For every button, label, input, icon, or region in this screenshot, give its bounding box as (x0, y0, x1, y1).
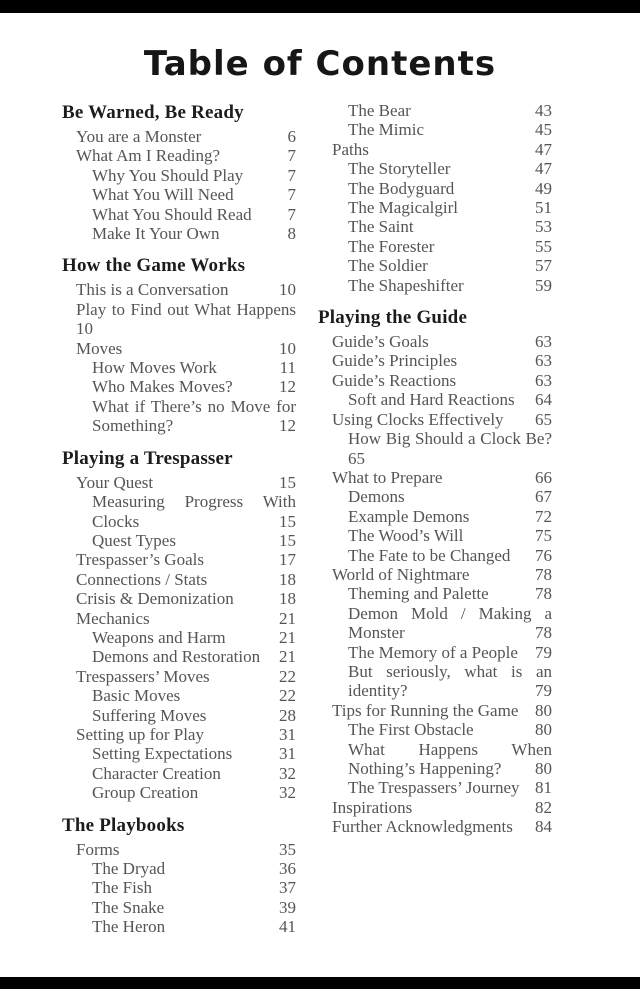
toc-entry-page: 41 (279, 917, 296, 937)
toc-entry (62, 917, 296, 936)
toc-entry-line (92, 416, 296, 435)
toc-entry-page: 63 (535, 351, 552, 371)
toc-entry-label: The Bodyguard (348, 178, 455, 198)
toc-entry-page: 21 (279, 608, 296, 628)
toc-entry-line (92, 783, 296, 802)
toc-entry-label: What You Will Need (92, 185, 234, 205)
toc-entry-page: 7 (287, 146, 296, 166)
toc-entry-page: 47 (535, 159, 552, 179)
toc-entry-line (76, 339, 296, 358)
toc-entry-label: Using Clocks Effectively (332, 409, 504, 429)
toc-entry-line: Measuring Progress With (92, 492, 296, 512)
toc-entry-line (76, 146, 296, 165)
toc-entry (62, 550, 296, 569)
toc-entry-line (348, 546, 552, 565)
toc-entry-line (348, 159, 552, 178)
toc-entry-label: World of Nightmare (332, 564, 470, 584)
toc-entry (318, 237, 552, 256)
toc-entry-label: Guide’s Reactions (332, 370, 457, 390)
toc-entry-label: Setting up for Play (76, 724, 204, 744)
toc-entry-page: 21 (279, 627, 296, 647)
toc-entry (62, 589, 296, 608)
toc-entry-line (76, 725, 296, 744)
toc-entry-line (92, 358, 296, 377)
toc-entry-line (348, 179, 552, 198)
toc-entry-label: Trespassers’ Moves (76, 666, 210, 686)
toc-entry-page: 57 (535, 256, 552, 276)
toc-entry-label: Trespasser’s Goals (76, 550, 204, 570)
toc-entry-label: The Fate to be Changed (348, 545, 511, 565)
toc-entry-page: 66 (535, 467, 552, 487)
toc-entry-line (92, 898, 296, 917)
toc-entry-page: 37 (279, 878, 296, 898)
toc-entry-label: Basic Moves (92, 686, 181, 706)
toc-entry-label: Crisis & Demonization (76, 589, 234, 609)
toc-entry-page: 51 (535, 198, 552, 218)
section-heading: The Playbooks (62, 814, 185, 836)
toc-entry (318, 429, 552, 468)
toc-entry (62, 377, 296, 396)
toc-entry (318, 798, 552, 817)
toc-entry-line (92, 744, 296, 763)
toc-entry-page: 7 (287, 165, 296, 185)
toc-entry-page: 80 (535, 759, 552, 778)
toc-entry-line (348, 526, 552, 545)
toc-entry-label: Paths (332, 139, 369, 159)
toc-entry-line (332, 410, 552, 429)
toc-entry-line (332, 565, 552, 584)
toc-entry-label: Demons (348, 487, 405, 507)
toc-entry-line (348, 720, 552, 739)
toc-entry-line (92, 686, 296, 705)
toc-entry-line (332, 468, 552, 487)
toc-entry-label: Something? (92, 416, 174, 436)
toc-entry (318, 584, 552, 603)
toc-entry (62, 185, 296, 204)
toc-entry-label: Connections / Stats (76, 569, 208, 589)
toc-entry-label: The Magicalgirl (348, 198, 458, 218)
toc-entry-label: The Soldier (348, 256, 428, 276)
toc-entry-line: What Happens When (348, 739, 552, 759)
toc-entry-line: But seriously, what is an (348, 661, 552, 681)
toc-entry (318, 140, 552, 159)
toc-entry (318, 778, 552, 797)
toc-entry-label: Guide’s Principles (332, 351, 458, 371)
toc-entry-page: 63 (535, 332, 552, 352)
toc-entry-page: 18 (279, 589, 296, 609)
section-heading: How the Game Works (62, 255, 246, 277)
toc-entry (62, 859, 296, 878)
toc-entry-page: 84 (535, 817, 552, 837)
toc-entry-line (348, 487, 552, 506)
toc-entry-page: 65 (535, 409, 552, 429)
toc-entry-page: 67 (535, 487, 552, 507)
toc-entry-page: 12 (279, 416, 296, 436)
toc-entry (62, 783, 296, 802)
toc-entry-line (348, 507, 552, 526)
toc-entry-label: Clocks (92, 511, 140, 531)
toc-entry-page: 21 (279, 647, 296, 667)
toc-entry (318, 179, 552, 198)
toc-entry-label: Moves (76, 338, 123, 358)
toc-entry-label: Further Acknowledgments (332, 817, 513, 837)
toc-entry-line (76, 840, 296, 859)
toc-entry-line (76, 473, 296, 492)
toc-entry (62, 686, 296, 705)
toc-entry-label: Forms (76, 839, 120, 859)
toc-entry-line (348, 120, 552, 139)
top-letterbox-bar (0, 0, 640, 13)
toc-entry-line (92, 531, 296, 550)
toc-entry-label: Mechanics (76, 608, 150, 628)
toc-entry-page: 80 (535, 700, 552, 720)
toc-entry-label: The Bear (348, 101, 411, 120)
section-heading: Playing a Trespasser (62, 447, 233, 469)
toc-entry-page: 22 (279, 686, 296, 706)
toc-entry (318, 468, 552, 487)
toc-entry-line (332, 140, 552, 159)
toc-entry-label: Inspirations (332, 797, 413, 817)
toc-entry-label: The Storyteller (348, 159, 451, 179)
toc-entry-line: 65 (348, 448, 365, 468)
toc-entry-label: Why You Should Play (92, 165, 244, 185)
toc-entry-label: The Shapeshifter (348, 275, 464, 295)
toc-entry-page: 35 (279, 839, 296, 859)
toc-entry (318, 276, 552, 295)
toc-entry-page: 7 (287, 204, 296, 224)
toc-entry-label: The Fish (92, 878, 152, 898)
toc-entry-line (92, 166, 296, 185)
toc-entry-line (92, 224, 296, 243)
toc-entry-label: Theming and Palette (348, 584, 489, 604)
toc-entry-line (92, 764, 296, 783)
toc-entry-label: The Wood’s Will (348, 526, 464, 546)
toc-entry-page: 18 (279, 569, 296, 589)
toc-entry-line: 10 (76, 319, 93, 339)
toc-entry-line (332, 332, 552, 351)
toc-entry (318, 740, 552, 779)
toc-entry-page: 43 (535, 101, 552, 120)
toc-entry-page: 10 (279, 280, 296, 300)
toc-entry-page: 32 (279, 783, 296, 803)
toc-entry-page: 28 (279, 705, 296, 725)
toc-entry-page: 17 (279, 550, 296, 570)
toc-entry-page: 80 (535, 720, 552, 740)
toc-entry-page: 39 (279, 897, 296, 917)
toc-entry (62, 725, 296, 744)
toc-entry-page: 8 (287, 224, 296, 244)
toc-entry-label: What to Prepare (332, 467, 443, 487)
toc-entry (318, 720, 552, 739)
toc-entry-label: Character Creation (92, 763, 221, 783)
toc-entry (318, 351, 552, 370)
toc-entry (62, 647, 296, 666)
toc-entry-line (348, 256, 552, 275)
toc-entry-line (76, 127, 296, 146)
toc-entry-label: Nothing’s Happening? (348, 759, 502, 778)
toc-entry-line (76, 589, 296, 608)
toc-entry-line (348, 643, 552, 662)
toc-entry (62, 339, 296, 358)
toc-entry-line (348, 584, 552, 603)
toc-entry (62, 840, 296, 859)
toc-entry-page: 64 (535, 390, 552, 410)
toc-entry (318, 701, 552, 720)
toc-entry-line (76, 550, 296, 569)
toc-entry (318, 101, 552, 120)
toc-entry (62, 146, 296, 165)
toc-entry (62, 570, 296, 589)
toc-entry-label: The Forester (348, 236, 435, 256)
toc-entry-line (348, 623, 552, 642)
toc-entry (62, 205, 296, 224)
toc-entry-line (92, 185, 296, 204)
toc-entry-line (92, 377, 296, 396)
toc-entry-page: 82 (535, 797, 552, 817)
toc-entry-label: identity? (348, 681, 408, 701)
toc-entry-page: 15 (279, 530, 296, 550)
toc-entry-line (92, 512, 296, 531)
toc-entry-label: How Moves Work (92, 358, 217, 378)
toc-entry (318, 643, 552, 662)
toc-entry-page: 78 (535, 584, 552, 604)
toc-entry-page: 15 (279, 472, 296, 492)
toc-entry-line (76, 667, 296, 686)
toc-entry-label: The Dryad (92, 859, 166, 878)
toc-entry (318, 817, 552, 836)
toc-entry-line (92, 917, 296, 936)
toc-entry-label: The Trespassers’ Journey (348, 778, 520, 798)
toc-column-left (62, 101, 296, 937)
toc-entry-page: 55 (535, 236, 552, 256)
toc-entry-line (92, 859, 296, 878)
toc-entry (62, 706, 296, 725)
toc-entry-label: The First Obstacle (348, 720, 474, 740)
toc-entry (62, 473, 296, 492)
toc-entry-page: 10 (279, 338, 296, 358)
toc-entry-line (92, 878, 296, 897)
toc-entry-line (348, 198, 552, 217)
toc-entry-line (348, 101, 552, 120)
toc-entry-line (348, 276, 552, 295)
section-heading: Be Warned, Be Ready (62, 102, 244, 123)
toc-entry-label: Tips for Running the Game (332, 700, 519, 720)
toc-entry-page: 78 (535, 564, 552, 584)
toc-entry-label: The Saint (348, 217, 414, 237)
toc-entry (62, 609, 296, 628)
toc-entry-line (332, 817, 552, 836)
toc-entry-label: The Mimic (348, 120, 425, 140)
toc-entry (318, 159, 552, 178)
toc-entry-page: 11 (279, 358, 296, 378)
toc-entry-label: Your Quest (76, 472, 154, 492)
toc-entry-label: What Am I Reading? (76, 146, 220, 166)
toc-entry-page: 22 (279, 666, 296, 686)
toc-entry (62, 667, 296, 686)
toc-entry (62, 300, 296, 339)
toc-entry (318, 507, 552, 526)
toc-entry-line: How Big Should a Clock Be? (348, 429, 552, 449)
section-heading: Playing the Guide (318, 307, 468, 329)
toc-entry-line: Play to Find out What Happens (76, 299, 296, 319)
toc-entry-line (92, 647, 296, 666)
toc-entry-page: 78 (535, 623, 552, 643)
toc-entry (62, 127, 296, 146)
toc-entry-line (92, 706, 296, 725)
toc-entry-page: 59 (535, 275, 552, 295)
toc-entry-page: 15 (279, 511, 296, 531)
toc-entry-page: 63 (535, 370, 552, 390)
toc-entry-page: 12 (279, 377, 296, 397)
toc-entry-line: Demon Mold / Making a (348, 603, 552, 623)
toc-entry-page: 72 (535, 506, 552, 526)
toc-entry (62, 878, 296, 897)
toc-entry-page: 47 (535, 139, 552, 159)
toc-entry (62, 744, 296, 763)
toc-entry-label: What You Should Read (92, 204, 252, 224)
toc-entry-page: 45 (535, 120, 552, 140)
toc-entry (318, 604, 552, 643)
toc-entry-page: 79 (535, 681, 552, 701)
toc-entry-line: What if There’s no Move for (92, 396, 296, 416)
toc-entry-line (332, 701, 552, 720)
toc-entry-page: 36 (279, 859, 296, 878)
toc-entry-label: Demons and Restoration (92, 647, 261, 667)
toc-column-right (318, 101, 552, 937)
toc-entry (62, 764, 296, 783)
toc-entry (62, 358, 296, 377)
toc-entry (318, 546, 552, 565)
toc-entry-page: 49 (535, 178, 552, 198)
toc-entry (62, 492, 296, 531)
toc-entry (62, 898, 296, 917)
toc-entry-line (348, 778, 552, 797)
toc-entry (62, 397, 296, 436)
toc-entry-page: 76 (535, 545, 552, 565)
toc-entry-label: Monster (348, 623, 405, 643)
toc-entry-label: Quest Types (92, 530, 176, 550)
toc-entry-label: Guide’s Goals (332, 332, 429, 352)
toc-entry-label: Make It Your Own (92, 224, 220, 244)
toc-entry (318, 390, 552, 409)
toc-entry (318, 256, 552, 275)
toc-entry-label: The Heron (92, 917, 166, 937)
toc-entry-label: This is a Conversation (76, 280, 229, 300)
toc-entry-page: 31 (279, 744, 296, 764)
page-title: Table of Contents (143, 44, 497, 84)
toc-entry-page: 53 (535, 217, 552, 237)
toc-entry-label: The Memory of a People (348, 642, 518, 662)
bottom-letterbox-bar (0, 977, 640, 989)
toc-entry-line (92, 205, 296, 224)
toc-entry-page: 32 (279, 763, 296, 783)
toc-columns (62, 101, 552, 937)
toc-entry-line (348, 237, 552, 256)
toc-entry-page: 7 (287, 185, 296, 205)
toc-entry-page: 81 (535, 778, 552, 798)
toc-entry-page: 6 (287, 127, 296, 146)
toc-entry-line (76, 609, 296, 628)
toc-entry-label: Suffering Moves (92, 705, 207, 725)
toc-entry (318, 662, 552, 701)
toc-entry-line (332, 351, 552, 370)
toc-entry-label: You are a Monster (76, 127, 202, 146)
toc-entry-label: The Snake (92, 897, 165, 917)
toc-entry-line (92, 628, 296, 647)
toc-entry (318, 526, 552, 545)
toc-entry-label: Example Demons (348, 506, 470, 526)
toc-entry-line (76, 570, 296, 589)
toc-entry-label: Group Creation (92, 783, 199, 803)
toc-entry (318, 410, 552, 429)
toc-entry-line (348, 759, 552, 778)
toc-entry (318, 332, 552, 351)
toc-entry (62, 531, 296, 550)
toc-entry (62, 280, 296, 299)
toc-entry-page: 79 (535, 642, 552, 662)
toc-entry (318, 198, 552, 217)
toc-entry-line (348, 681, 552, 700)
toc-entry-label: Setting Expectations (92, 744, 233, 764)
toc-entry (318, 487, 552, 506)
toc-entry-page: 31 (279, 724, 296, 744)
toc-entry (62, 224, 296, 243)
toc-entry-line (348, 217, 552, 236)
toc-entry-page: 75 (535, 526, 552, 546)
toc-entry-line (348, 390, 552, 409)
toc-entry-line (76, 280, 296, 299)
toc-entry (318, 565, 552, 584)
toc-entry-label: Weapons and Harm (92, 627, 226, 647)
toc-entry-label: Who Makes Moves? (92, 377, 233, 397)
toc-entry (318, 217, 552, 236)
toc-entry (318, 371, 552, 390)
toc-entry-line (332, 371, 552, 390)
toc-entry (318, 120, 552, 139)
toc-entry (62, 166, 296, 185)
toc-entry-label: Soft and Hard Reactions (348, 390, 515, 410)
toc-entry (62, 628, 296, 647)
toc-entry-line (332, 798, 552, 817)
